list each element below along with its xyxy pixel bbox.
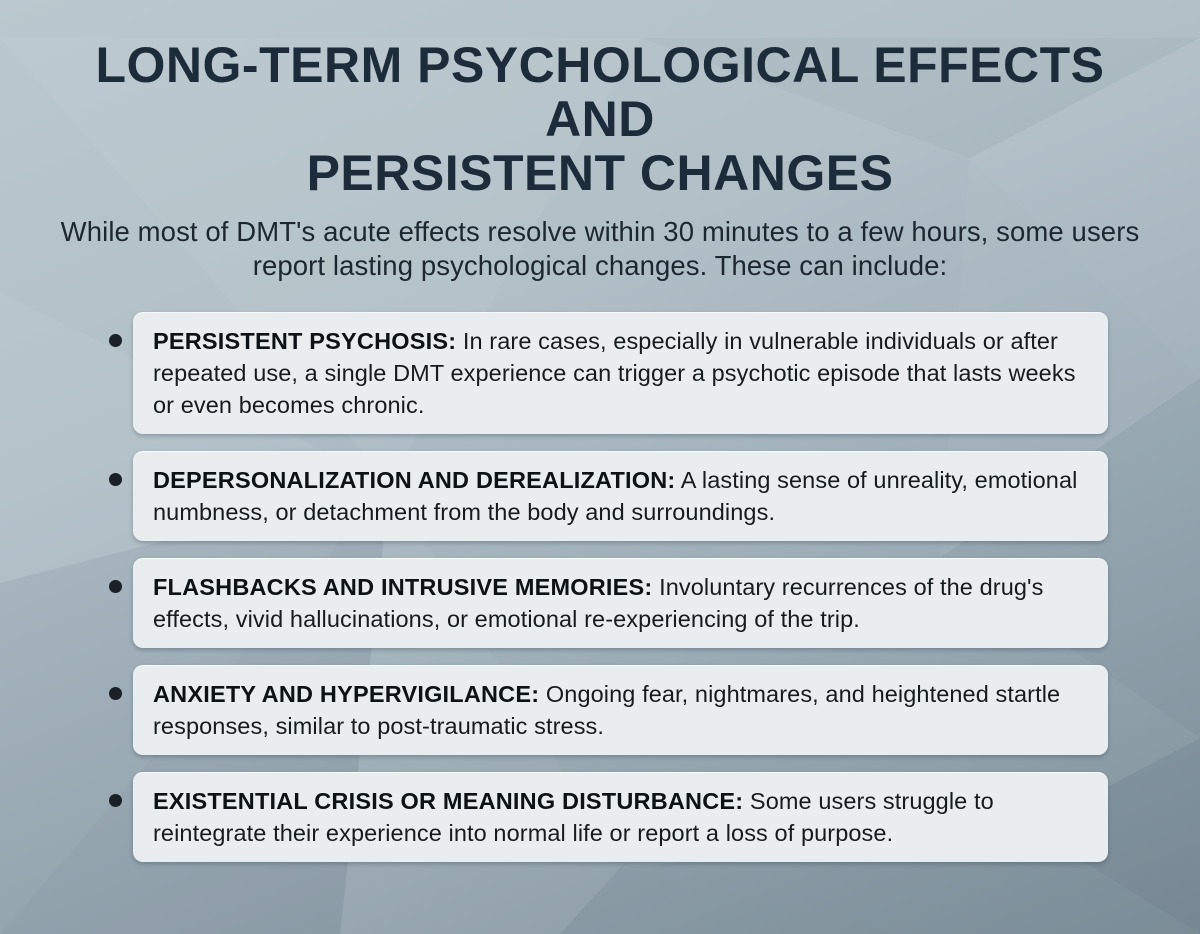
list-item-existential-crisis xyxy=(109,772,1108,862)
effect-body: A lasting sense of unreality, emotional numbness, or detachment from the body and surroundings. xyxy=(153,467,1078,525)
effect-card xyxy=(133,558,1108,648)
effect-heading: DEPERSONALIZATION AND DEREALIZATION: xyxy=(153,467,676,493)
infographic-page xyxy=(0,38,1200,934)
bullet-icon xyxy=(109,473,122,486)
list-item-flashbacks xyxy=(109,558,1108,648)
page-subtitle: While most of DMT's acute effects resolve within 30 minutes to a few hours, some users report lasting psychological changes. These can include: xyxy=(60,216,1140,281)
page-title-line1: LONG-TERM PSYCHOLOGICAL EFFECTS AND xyxy=(95,37,1105,147)
effect-card xyxy=(133,772,1108,862)
effect-body: Involuntary recurrences of the drug's effects, vivid hallucinations, or emotional re-experiencing of the trip. xyxy=(153,574,1044,632)
list-item-depersonalization xyxy=(109,451,1108,541)
list-item-anxiety xyxy=(109,665,1108,755)
page-title xyxy=(36,38,1164,200)
infographic-content xyxy=(0,38,1200,934)
effect-body: In rare cases, especially in vulnerable individuals or after repeated use, a single DMT experience can trigger a psychotic episode that lasts weeks or even becomes chronic. xyxy=(153,328,1076,418)
bullet-icon xyxy=(109,794,122,807)
effect-card xyxy=(133,451,1108,541)
bullet-icon xyxy=(109,687,122,700)
effect-heading: ANXIETY AND HYPERVIGILANCE: xyxy=(153,681,540,707)
bullet-icon xyxy=(109,580,122,593)
effect-card xyxy=(133,665,1108,755)
effect-body: Ongoing fear, nightmares, and heightened startle responses, similar to post-traumatic stress. xyxy=(153,681,1061,739)
effects-list xyxy=(109,312,1108,862)
bullet-icon xyxy=(109,334,122,347)
effect-heading: EXISTENTIAL CRISIS OR MEANING DISTURBANCE: xyxy=(153,788,744,814)
page-title-line2: PERSISTENT CHANGES xyxy=(306,145,894,201)
effect-heading: FLASHBACKS AND INTRUSIVE MEMORIES: xyxy=(153,574,653,600)
effect-card xyxy=(133,312,1108,434)
effect-heading: PERSISTENT PSYCHOSIS: xyxy=(153,328,457,354)
list-item-persistent-psychosis xyxy=(109,312,1108,434)
effect-body: Some users struggle to reintegrate their experience into normal life or report a loss of purpose. xyxy=(153,788,994,846)
